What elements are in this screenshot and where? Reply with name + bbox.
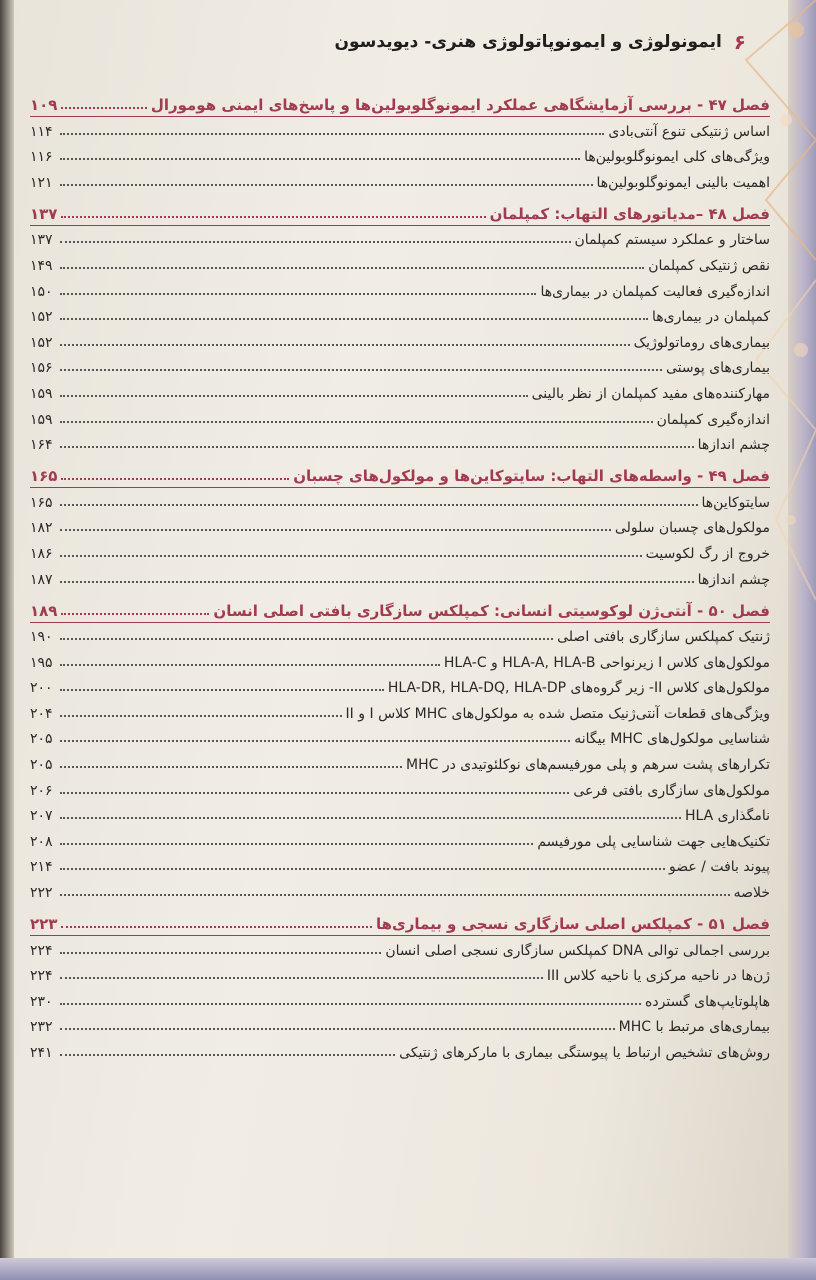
- entry-title: بررسی اجمالی توالی DNA کمپلکس سازگاری نسجی اصلی انسان: [385, 942, 770, 959]
- dot-leader: [60, 504, 698, 506]
- chapter-page: ۱۸۹: [30, 601, 58, 620]
- toc-entry: [30, 799, 770, 825]
- entry-page: ۱۹۰: [30, 629, 53, 646]
- toc-entry: [30, 984, 770, 1010]
- dot-leader: [60, 868, 665, 870]
- toc-entry: [30, 300, 770, 326]
- entry-page: ۱۲۱: [30, 174, 53, 191]
- dot-leader: [60, 952, 381, 954]
- entry-page: ۱۵۹: [30, 385, 53, 402]
- chapter-title: فصل ۴۷ - بررسی آزمایشگاهی عملکرد ایمونوگلوبولین‌ها و پاسخ‌های ایمنی هومورال: [150, 96, 770, 114]
- entry-title: ویژگی‌های کلی ایمونوگلوبولین‌ها: [584, 149, 770, 166]
- toc-entry: [30, 274, 770, 300]
- entry-page: ۱۸۷: [30, 571, 53, 588]
- entry-page: ۱۱۶: [30, 149, 53, 166]
- entry-title: مولکول‌های سازگاری بافتی فرعی: [573, 782, 770, 799]
- chapter-title: فصل ۵۰ - آنتی‌ژن لوکوسیتی انسانی: کمپلکس سازگاری بافتی اصلی انسان: [213, 601, 770, 620]
- entry-title: خلاصه: [733, 885, 770, 902]
- table-of-contents: [30, 86, 770, 1061]
- chapter-title: فصل ۴۹ - واسطه‌های التهاب: سایتوکاین‌ها و مولکول‌های چسبان: [293, 467, 770, 486]
- page-number: ۶: [733, 30, 746, 54]
- toc-entry: [30, 511, 770, 537]
- dot-leader: [60, 555, 642, 557]
- toc-entry: [30, 645, 770, 671]
- entry-page: ۲۱۴: [30, 859, 53, 876]
- dot-leader: [60, 158, 580, 160]
- entry-title: ژن‌ها در ناحیه مرکزی یا ناحیه کلاس III: [546, 968, 770, 985]
- entry-title: مولکول‌های کلاس I زیرنواحی HLA-A, HLA-B و HLA-C: [443, 654, 770, 671]
- chapter-page: ۱۳۷: [30, 204, 58, 223]
- entry-page: ۱۶۵: [30, 494, 53, 511]
- entry-page: ۱۵۲: [30, 334, 53, 351]
- dot-leader: [60, 817, 681, 819]
- entry-page: ۲۳۰: [30, 993, 53, 1010]
- entry-page: ۱۸۶: [30, 545, 53, 562]
- toc-entry: [30, 1010, 770, 1036]
- dot-leader: [60, 1003, 641, 1005]
- entry-page: ۱۵۲: [30, 309, 53, 326]
- entry-title: بیماری‌های روماتولوژیک: [633, 334, 770, 351]
- entry-title: شناسایی مولکول‌های MHC بیگانه: [574, 731, 770, 748]
- entry-title: اندازه‌گیری کمپلمان: [656, 411, 770, 428]
- chapter-page: ۱۰۹: [30, 96, 58, 114]
- entry-title: ویژگی‌های قطعات آنتی‌ژنیک متصل شده به مولکول‌های MHC کلاس I و II: [345, 705, 770, 722]
- dot-leader: [60, 529, 611, 531]
- entry-page: ۲۰۴: [30, 705, 53, 722]
- entry-page: ۲۴۱: [30, 1045, 53, 1061]
- dot-leader: [60, 184, 593, 186]
- entry-page: ۱۵۰: [30, 283, 53, 300]
- toc-entry: [30, 114, 770, 140]
- entry-page: ۱۱۴: [30, 123, 53, 140]
- page-bottom-edge: [0, 1258, 816, 1280]
- book-edge: [788, 0, 816, 1280]
- entry-title: اندازه‌گیری فعالیت کمپلمان در بیماری‌ها: [540, 283, 770, 300]
- toc-entry: [30, 875, 770, 901]
- running-header: [335, 30, 747, 54]
- toc-entry: [30, 696, 770, 722]
- entry-page: ۲۳۲: [30, 1019, 53, 1036]
- entry-page: ۲۰۰: [30, 680, 53, 697]
- toc-entry: [30, 620, 770, 646]
- dot-leader: [60, 395, 528, 397]
- dot-leader: [60, 740, 570, 742]
- toc-entry: [30, 671, 770, 697]
- entry-page: ۲۰۷: [30, 808, 53, 825]
- dot-leader: [60, 133, 604, 135]
- toc-entry: [30, 536, 770, 562]
- dot-leader: [61, 107, 146, 109]
- entry-title: اهمیت بالینی ایمونوگلوبولین‌ها: [596, 174, 770, 191]
- entry-page: ۱۸۲: [30, 520, 53, 537]
- chapter-row: [30, 592, 770, 620]
- entry-title: بیماری‌های مرتبط با MHC: [618, 1019, 770, 1036]
- entry-page: ۲۲۴: [30, 942, 53, 959]
- toc-entry: [30, 402, 770, 428]
- dot-leader: [60, 843, 533, 845]
- dot-leader: [60, 1054, 395, 1056]
- page-gutter-shadow: [0, 0, 14, 1280]
- entry-title: کمپلمان در بیماری‌ها: [651, 309, 770, 326]
- entry-title: خروج از رگ لکوسیت: [645, 545, 770, 562]
- chapter-title: فصل ۵۱ - کمپلکس اصلی سازگاری نسجی و بیماری‌ها: [375, 915, 770, 934]
- toc-entry: [30, 850, 770, 876]
- toc-entry: [30, 351, 770, 377]
- entry-title: تکرارهای پشت سرهم و پلی مورفیسم‌های نوکلئوتیدی در MHC: [406, 757, 770, 774]
- dot-leader: [60, 369, 662, 371]
- chapter-row: [30, 457, 770, 485]
- chapter-row: [30, 195, 770, 223]
- entry-title: پیوند بافت / عضو: [669, 859, 770, 876]
- toc-entry: [30, 325, 770, 351]
- entry-title: چشم اندازها: [697, 571, 770, 588]
- toc-entry: [30, 1035, 770, 1061]
- entry-page: ۲۲۴: [30, 968, 53, 985]
- toc-entry: [30, 140, 770, 166]
- toc-entry: [30, 248, 770, 274]
- chapter-row: [30, 905, 770, 933]
- toc-entry: [30, 376, 770, 402]
- entry-title: نقص ژنتیکی کمپلمان: [648, 257, 770, 274]
- dot-leader: [60, 894, 730, 896]
- dot-leader: [61, 613, 209, 615]
- entry-page: ۲۰۸: [30, 833, 53, 850]
- entry-title: مولکول‌های چسبان سلولی: [614, 520, 770, 537]
- entry-page: ۱۹۵: [30, 654, 53, 671]
- entry-page: ۱۳۷: [30, 232, 53, 249]
- dot-leader: [60, 581, 694, 583]
- toc-entry: [30, 722, 770, 748]
- entry-title: روش‌های تشخیص ارتباط یا پیوستگی بیماری با مارکرهای ژنتیکی: [399, 1045, 770, 1061]
- dot-leader: [60, 977, 543, 979]
- entry-title: ساختار و عملکرد سیستم کمپلمان: [574, 232, 770, 249]
- chapter-row: [30, 86, 770, 114]
- chapter-page: ۲۲۳: [30, 915, 58, 934]
- toc-entry: [30, 933, 770, 959]
- entry-page: ۲۲۲: [30, 885, 53, 902]
- toc-entry: [30, 223, 770, 249]
- entry-title: بیماری‌های پوستی: [665, 360, 770, 377]
- dot-leader: [61, 216, 485, 218]
- entry-title: سایتوکاین‌ها: [701, 494, 770, 511]
- entry-page: ۱۵۶: [30, 360, 53, 377]
- entry-page: ۲۰۵: [30, 757, 53, 774]
- entry-title: چشم اندازها: [697, 437, 770, 454]
- dot-leader: [60, 638, 553, 640]
- entry-title: اساس ژنتیکی تنوع آنتی‌بادی: [608, 123, 770, 140]
- toc-entry: [30, 165, 770, 191]
- entry-page: ۱۶۴: [30, 437, 53, 454]
- toc-entry: [30, 959, 770, 985]
- dot-leader: [61, 926, 372, 928]
- entry-page: ۱۵۹: [30, 411, 53, 428]
- toc-entry: [30, 428, 770, 454]
- toc-entry: [30, 562, 770, 588]
- book-title: ایمونولوژی و ایمونوپاتولوژی هنری- دیویدسون: [334, 32, 722, 52]
- entry-title: ژنتیک کمپلکس سازگاری بافتی اصلی: [557, 629, 770, 646]
- entry-title: تکنیک‌هایی جهت شناسایی پلی مورفیسم: [537, 833, 770, 850]
- entry-title: هاپلوتایپ‌های گسترده: [645, 993, 770, 1010]
- dot-leader: [60, 766, 402, 768]
- toc-entry: [30, 485, 770, 511]
- entry-title: مهارکننده‌های مفید کمپلمان از نظر بالینی: [531, 385, 770, 402]
- dot-leader: [61, 478, 289, 480]
- dot-leader: [60, 715, 342, 717]
- entry-page: ۲۰۵: [30, 731, 53, 748]
- entry-page: ۱۴۹: [30, 257, 53, 274]
- dot-leader: [60, 689, 384, 691]
- chapter-title: فصل ۴۸ –مدیاتورهای التهاب: کمپلمان: [489, 204, 770, 223]
- chapter-page: ۱۶۵: [30, 467, 58, 486]
- dot-leader: [60, 267, 644, 269]
- toc-entry: [30, 824, 770, 850]
- dot-leader: [60, 1028, 615, 1030]
- dot-leader: [60, 792, 569, 794]
- dot-leader: [60, 446, 694, 448]
- dot-leader: [60, 293, 536, 295]
- dot-leader: [60, 421, 653, 423]
- dot-leader: [60, 241, 571, 243]
- toc-entry: [30, 773, 770, 799]
- dot-leader: [60, 664, 440, 666]
- entry-title: نامگذاری HLA: [684, 808, 770, 825]
- dot-leader: [60, 318, 648, 320]
- entry-page: ۲۰۶: [30, 782, 53, 799]
- toc-entry: [30, 747, 770, 773]
- entry-title: مولکول‌های کلاس II- زیر گروه‌های HLA-DR, HLA-DQ, HLA-DP: [387, 680, 770, 697]
- dot-leader: [60, 344, 630, 346]
